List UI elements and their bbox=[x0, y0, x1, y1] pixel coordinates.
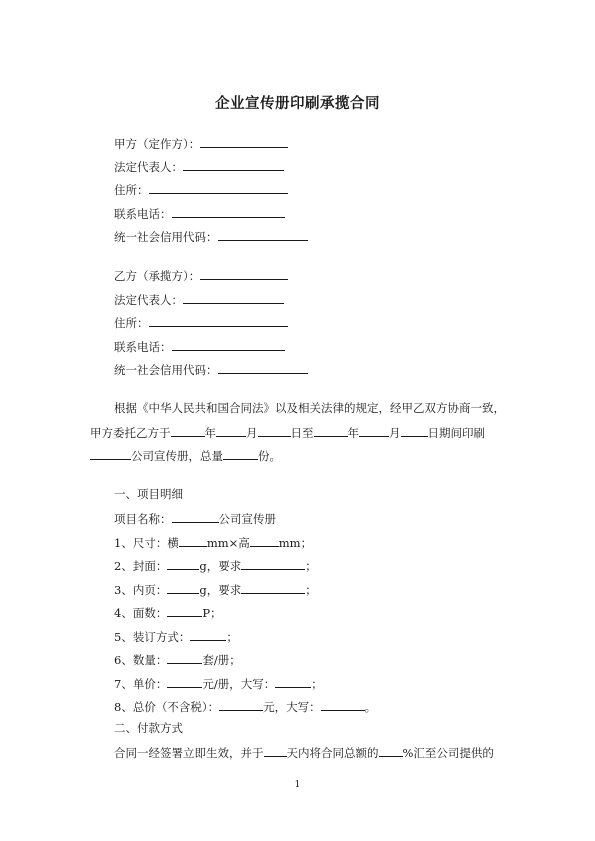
unit-price-end: ； bbox=[311, 677, 323, 691]
year-label-2: 年 bbox=[347, 426, 359, 440]
party-b-name-row bbox=[114, 267, 288, 284]
inner-requirement-blank[interactable] bbox=[241, 581, 305, 594]
unit-price-row bbox=[114, 675, 323, 692]
page-title: 企业宣传册印刷承揽合同 bbox=[215, 95, 380, 112]
total-price-label: 8、总价（不含税）： bbox=[114, 700, 220, 714]
binding-label: 5、装订方式： bbox=[114, 630, 191, 644]
cover-end: ； bbox=[305, 559, 317, 573]
inner-pages-row bbox=[114, 581, 317, 598]
party-b-rep-blank[interactable] bbox=[183, 291, 284, 304]
size-row bbox=[114, 534, 312, 551]
quantity-unit: 套/册； bbox=[202, 653, 241, 667]
end-month-blank[interactable] bbox=[359, 424, 389, 437]
cover-requirement-blank[interactable] bbox=[241, 557, 305, 570]
intro-l3-a: 公司宣传册，总量 bbox=[131, 449, 223, 463]
party-b-rep-row bbox=[114, 291, 284, 308]
binding-blank[interactable] bbox=[190, 628, 226, 641]
party-b-credit-label: 统一社会信用代码： bbox=[114, 363, 218, 377]
section-1-heading: 一、项目明细 bbox=[114, 487, 183, 501]
party-b-phone-blank[interactable] bbox=[172, 338, 285, 351]
page-count-label: 4、面数： bbox=[114, 606, 168, 620]
total-price-row bbox=[114, 698, 376, 715]
quantity-label: 6、数量： bbox=[114, 653, 168, 667]
binding-row bbox=[114, 628, 238, 645]
party-b-credit-row bbox=[114, 361, 308, 378]
party-b-name-label: 乙方（承揽方）： bbox=[114, 269, 201, 283]
party-a-rep-label: 法定代表人： bbox=[114, 160, 183, 174]
party-a-phone-blank[interactable] bbox=[172, 205, 285, 218]
party-a-address-row bbox=[114, 181, 288, 198]
company-name-blank[interactable] bbox=[90, 447, 131, 460]
year-label-1: 年 bbox=[204, 426, 216, 440]
cover-row bbox=[114, 557, 317, 574]
page-count-row bbox=[114, 604, 222, 621]
total-price-end: 。 bbox=[364, 700, 377, 714]
total-price-blank[interactable] bbox=[219, 698, 263, 711]
unit-price-capital-blank[interactable] bbox=[275, 675, 311, 688]
party-b-address-blank[interactable] bbox=[149, 314, 288, 327]
payment-l1-b: 天内将合同总额的 bbox=[286, 746, 379, 760]
inner-req-label: g，要求 bbox=[199, 583, 242, 597]
party-b-phone-row bbox=[114, 338, 285, 355]
page-number: 1 bbox=[294, 780, 301, 790]
party-a-name-blank[interactable] bbox=[200, 135, 288, 148]
intro-l3-b: 份。 bbox=[258, 449, 281, 463]
party-a-credit-blank[interactable] bbox=[218, 228, 308, 241]
payment-line-1 bbox=[114, 744, 494, 761]
size-unit-label: mm； bbox=[278, 536, 313, 550]
party-b-address-label: 住所： bbox=[114, 316, 149, 330]
party-b-name-blank[interactable] bbox=[200, 267, 288, 280]
total-quantity-blank[interactable] bbox=[223, 447, 258, 460]
payment-days-blank[interactable] bbox=[264, 744, 287, 757]
page-count-unit: P； bbox=[202, 606, 222, 620]
inner-weight-blank[interactable] bbox=[167, 581, 199, 594]
start-day-blank[interactable] bbox=[258, 424, 291, 437]
project-name-blank[interactable] bbox=[172, 510, 219, 523]
intro-l2-prefix: 甲方委托乙方于 bbox=[90, 426, 171, 440]
unit-price-label: 7、单价： bbox=[114, 677, 168, 691]
party-a-name-row bbox=[114, 135, 288, 152]
day-label-1: 日至 bbox=[290, 426, 314, 440]
party-b-phone-label: 联系电话： bbox=[114, 340, 172, 354]
total-price-capital-label: 元，大写： bbox=[263, 700, 321, 714]
unit-price-blank[interactable] bbox=[167, 675, 202, 688]
intro-line-1: 根据《中华人民共和国合同法》以及相关法律的规定，经甲乙双方协商一致， bbox=[114, 401, 505, 415]
unit-price-capital-label: 元/册，大写： bbox=[202, 677, 276, 691]
quantity-row bbox=[114, 651, 241, 668]
page-count-blank[interactable] bbox=[167, 604, 202, 617]
month-label-2: 月 bbox=[389, 426, 401, 440]
party-a-address-blank[interactable] bbox=[149, 181, 288, 194]
end-year-blank[interactable] bbox=[314, 424, 348, 437]
end-day-blank[interactable] bbox=[401, 424, 428, 437]
intro-line-2 bbox=[90, 424, 485, 441]
inner-label: 3、内页： bbox=[114, 583, 168, 597]
intro-line-3 bbox=[90, 447, 281, 464]
project-name-row bbox=[114, 510, 276, 527]
start-month-blank[interactable] bbox=[216, 424, 246, 437]
party-b-rep-label: 法定代表人： bbox=[114, 293, 183, 307]
payment-l1-c: %汇至公司提供的 bbox=[402, 746, 494, 760]
start-year-blank[interactable] bbox=[171, 424, 205, 437]
cover-label: 2、封面： bbox=[114, 559, 168, 573]
width-blank[interactable] bbox=[179, 534, 207, 547]
intro-l2-tail: 日期间印刷 bbox=[427, 426, 485, 440]
height-blank[interactable] bbox=[250, 534, 279, 547]
party-b-address-row bbox=[114, 314, 288, 331]
section-2-heading: 二、付款方式 bbox=[114, 721, 183, 735]
cover-weight-blank[interactable] bbox=[167, 557, 199, 570]
inner-end: ； bbox=[305, 583, 317, 597]
cover-req-label: g，要求 bbox=[199, 559, 242, 573]
project-name-label: 项目名称： bbox=[114, 512, 172, 526]
quantity-blank[interactable] bbox=[167, 651, 202, 664]
payment-l1-a: 合同一经签署立即生效，并于 bbox=[114, 746, 264, 760]
party-a-rep-row bbox=[114, 158, 284, 175]
total-price-capital-blank[interactable] bbox=[321, 698, 365, 711]
binding-end: ； bbox=[226, 630, 238, 644]
party-a-name-label: 甲方（定作方）： bbox=[114, 137, 201, 151]
size-label: 1、尺寸：横 bbox=[114, 536, 179, 550]
size-mid-label: mm×高 bbox=[206, 536, 250, 550]
month-label-1: 月 bbox=[246, 426, 258, 440]
party-a-address-label: 住所： bbox=[114, 183, 149, 197]
party-b-credit-blank[interactable] bbox=[218, 361, 308, 374]
party-a-phone-row bbox=[114, 205, 285, 222]
party-a-phone-label: 联系电话： bbox=[114, 207, 172, 221]
project-name-suffix: 公司宣传册 bbox=[218, 512, 276, 526]
payment-percent-blank[interactable] bbox=[379, 744, 403, 757]
party-a-credit-label: 统一社会信用代码： bbox=[114, 230, 218, 244]
party-a-credit-row bbox=[114, 228, 308, 245]
party-a-rep-blank[interactable] bbox=[183, 158, 284, 171]
